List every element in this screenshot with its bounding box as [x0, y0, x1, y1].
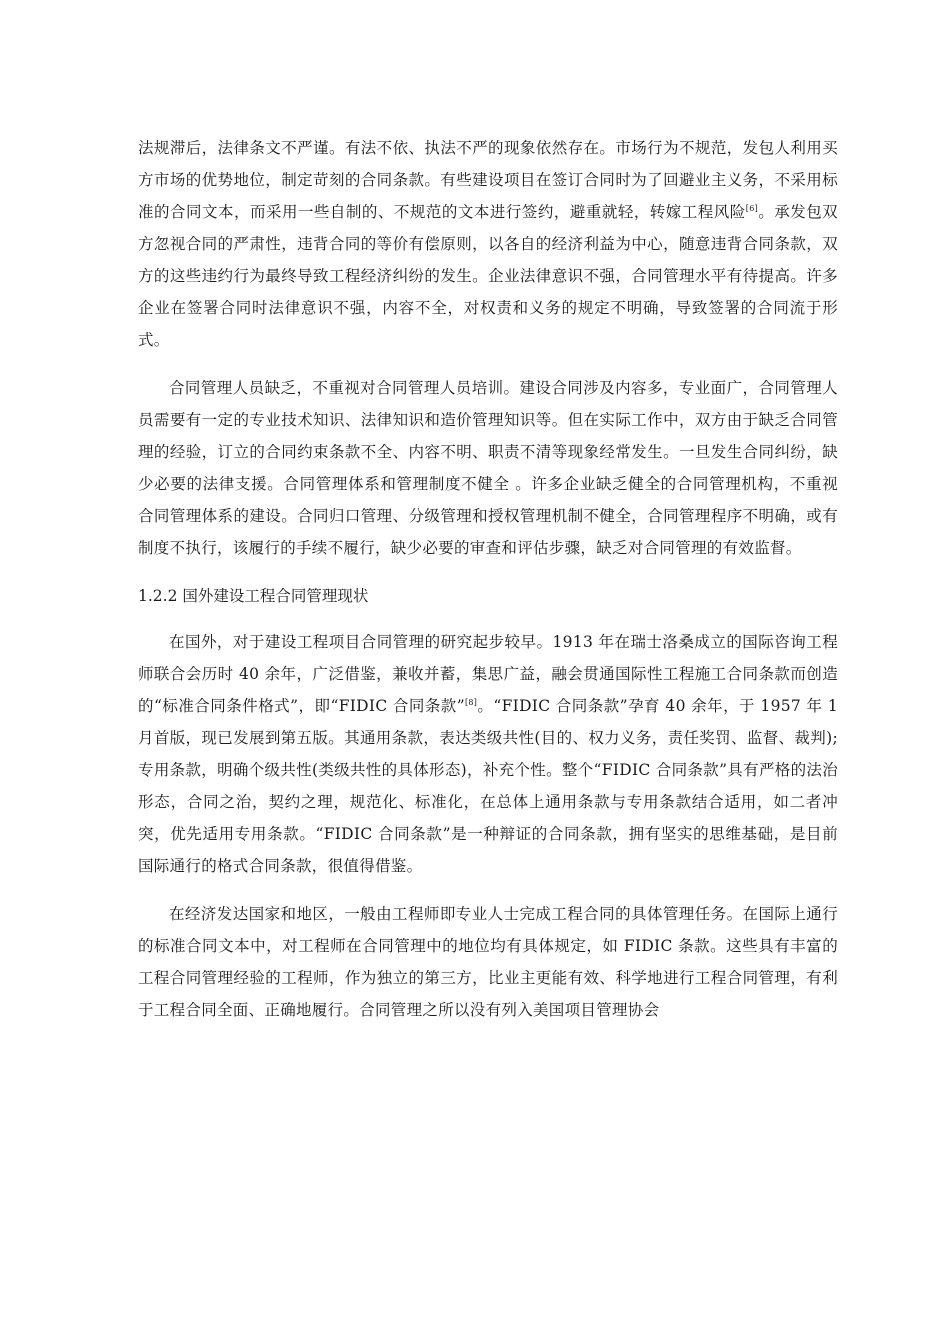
paragraph-4: [138, 898, 838, 1026]
section-heading-1-2-2: [138, 580, 838, 612]
paragraph-1-text-a: 法规滞后，法律条文不严谨。有法不依、执法不严的现象依然存在。市场行为不规范，发包人利用买方市场的优势地位，制定苛刻的合同条款。有些建设项目在签订合同时为了回避业主义务，不采用标准的合同文本，而采用一些自制的、不规范的文本进行签约，避重就轻，转嫁工程风险: [138, 139, 838, 221]
section-heading-text: 1.2.2 国外建设工程合同管理现状: [138, 587, 369, 605]
citation-6: [6]: [745, 203, 759, 213]
paragraph-2-text: 合同管理人员缺乏，不重视对合同管理人员培训。建设合同涉及内容多，专业面广，合同管理人员需要有一定的专业技术知识、法律知识和造价管理知识等。但在实际工作中，双方由于缺乏合同管理的经验，订立的合同约束条款不全、内容不明、职责不清等现象经常发生。一旦发生合同纠纷，缺少必要的法律支援。合同管理体系和管理制度不健全 。许多企业缺乏健全的合同管理机构，不重视合同管理体系的建设。合同归口管理、分级管理和授权管理机制不健全，合同管理程序不明确，或有制度不执行，该履行的手续不履行，缺少必要的审查和评估步骤，缺乏对合同管理的有效监督。: [138, 379, 838, 557]
paragraph-3-text-b: 。“FIDIC 合同条款”孕育 40 余年，于 1957 年 1 月首版，现已发展到第五版。其通用条款，表达类级共性(目的、权力义务，责任奖罚、监督、裁判);专用条款，明确个级共性(类级共性的具体形态)，补充个性。整个“FIDIC 合同条款”具有严格的法治形态，合同之治，契约之理，规范化、标准化，在总体上通用条款与专用条款结合适用，如二者冲突，优先适用专用条款。“FIDIC 合同条款”是一种辩证的合同条款，拥有坚实的思维基础，是目前国际通行的格式合同条款，很值得借鉴。: [138, 697, 838, 875]
paragraph-3-text-a: 在国外，对于建设工程项目合同管理的研究起步较早。1913 年在瑞士洛桑成立的国际咨询工程师联合会历时 40 余年，广泛借鉴，兼收并蓄，集思广益，融会贯通国际性工程施工合同条款而创造的“标准合同条件格式”，即“FIDIC 合同条款”: [138, 633, 838, 715]
paragraph-1-text-b: 。承发包双方忽视合同的严肃性，违背合同的等价有偿原则，以各自的经济利益为中心，随意违背合同条款，双方的这些违约行为最终导致工程经济纠纷的发生。企业法律意识不强，合同管理水平有待提高。许多企业在签署合同时法律意识不强，内容不全，对权责和义务的规定不明确，导致签署的合同流于形式。: [138, 203, 838, 349]
citation-8: [8]: [465, 697, 478, 707]
paragraph-2: [138, 372, 838, 564]
paragraph-1: [138, 132, 838, 356]
paragraph-3: [138, 626, 838, 882]
paragraph-4-text: 在经济发达国家和地区，一般由工程师即专业人士完成工程合同的具体管理任务。在国际上通行的标准合同文本中，对工程师在合同管理中的地位均有具体规定，如 FIDIC 条款。这些具有丰富的工程合同管理经验的工程师，作为独立的第三方，比业主更能有效、科学地进行工程合同管理，有利于工程合同全面、正确地履行。合同管理之所以没有列入美国项目管理协会: [138, 905, 838, 1019]
